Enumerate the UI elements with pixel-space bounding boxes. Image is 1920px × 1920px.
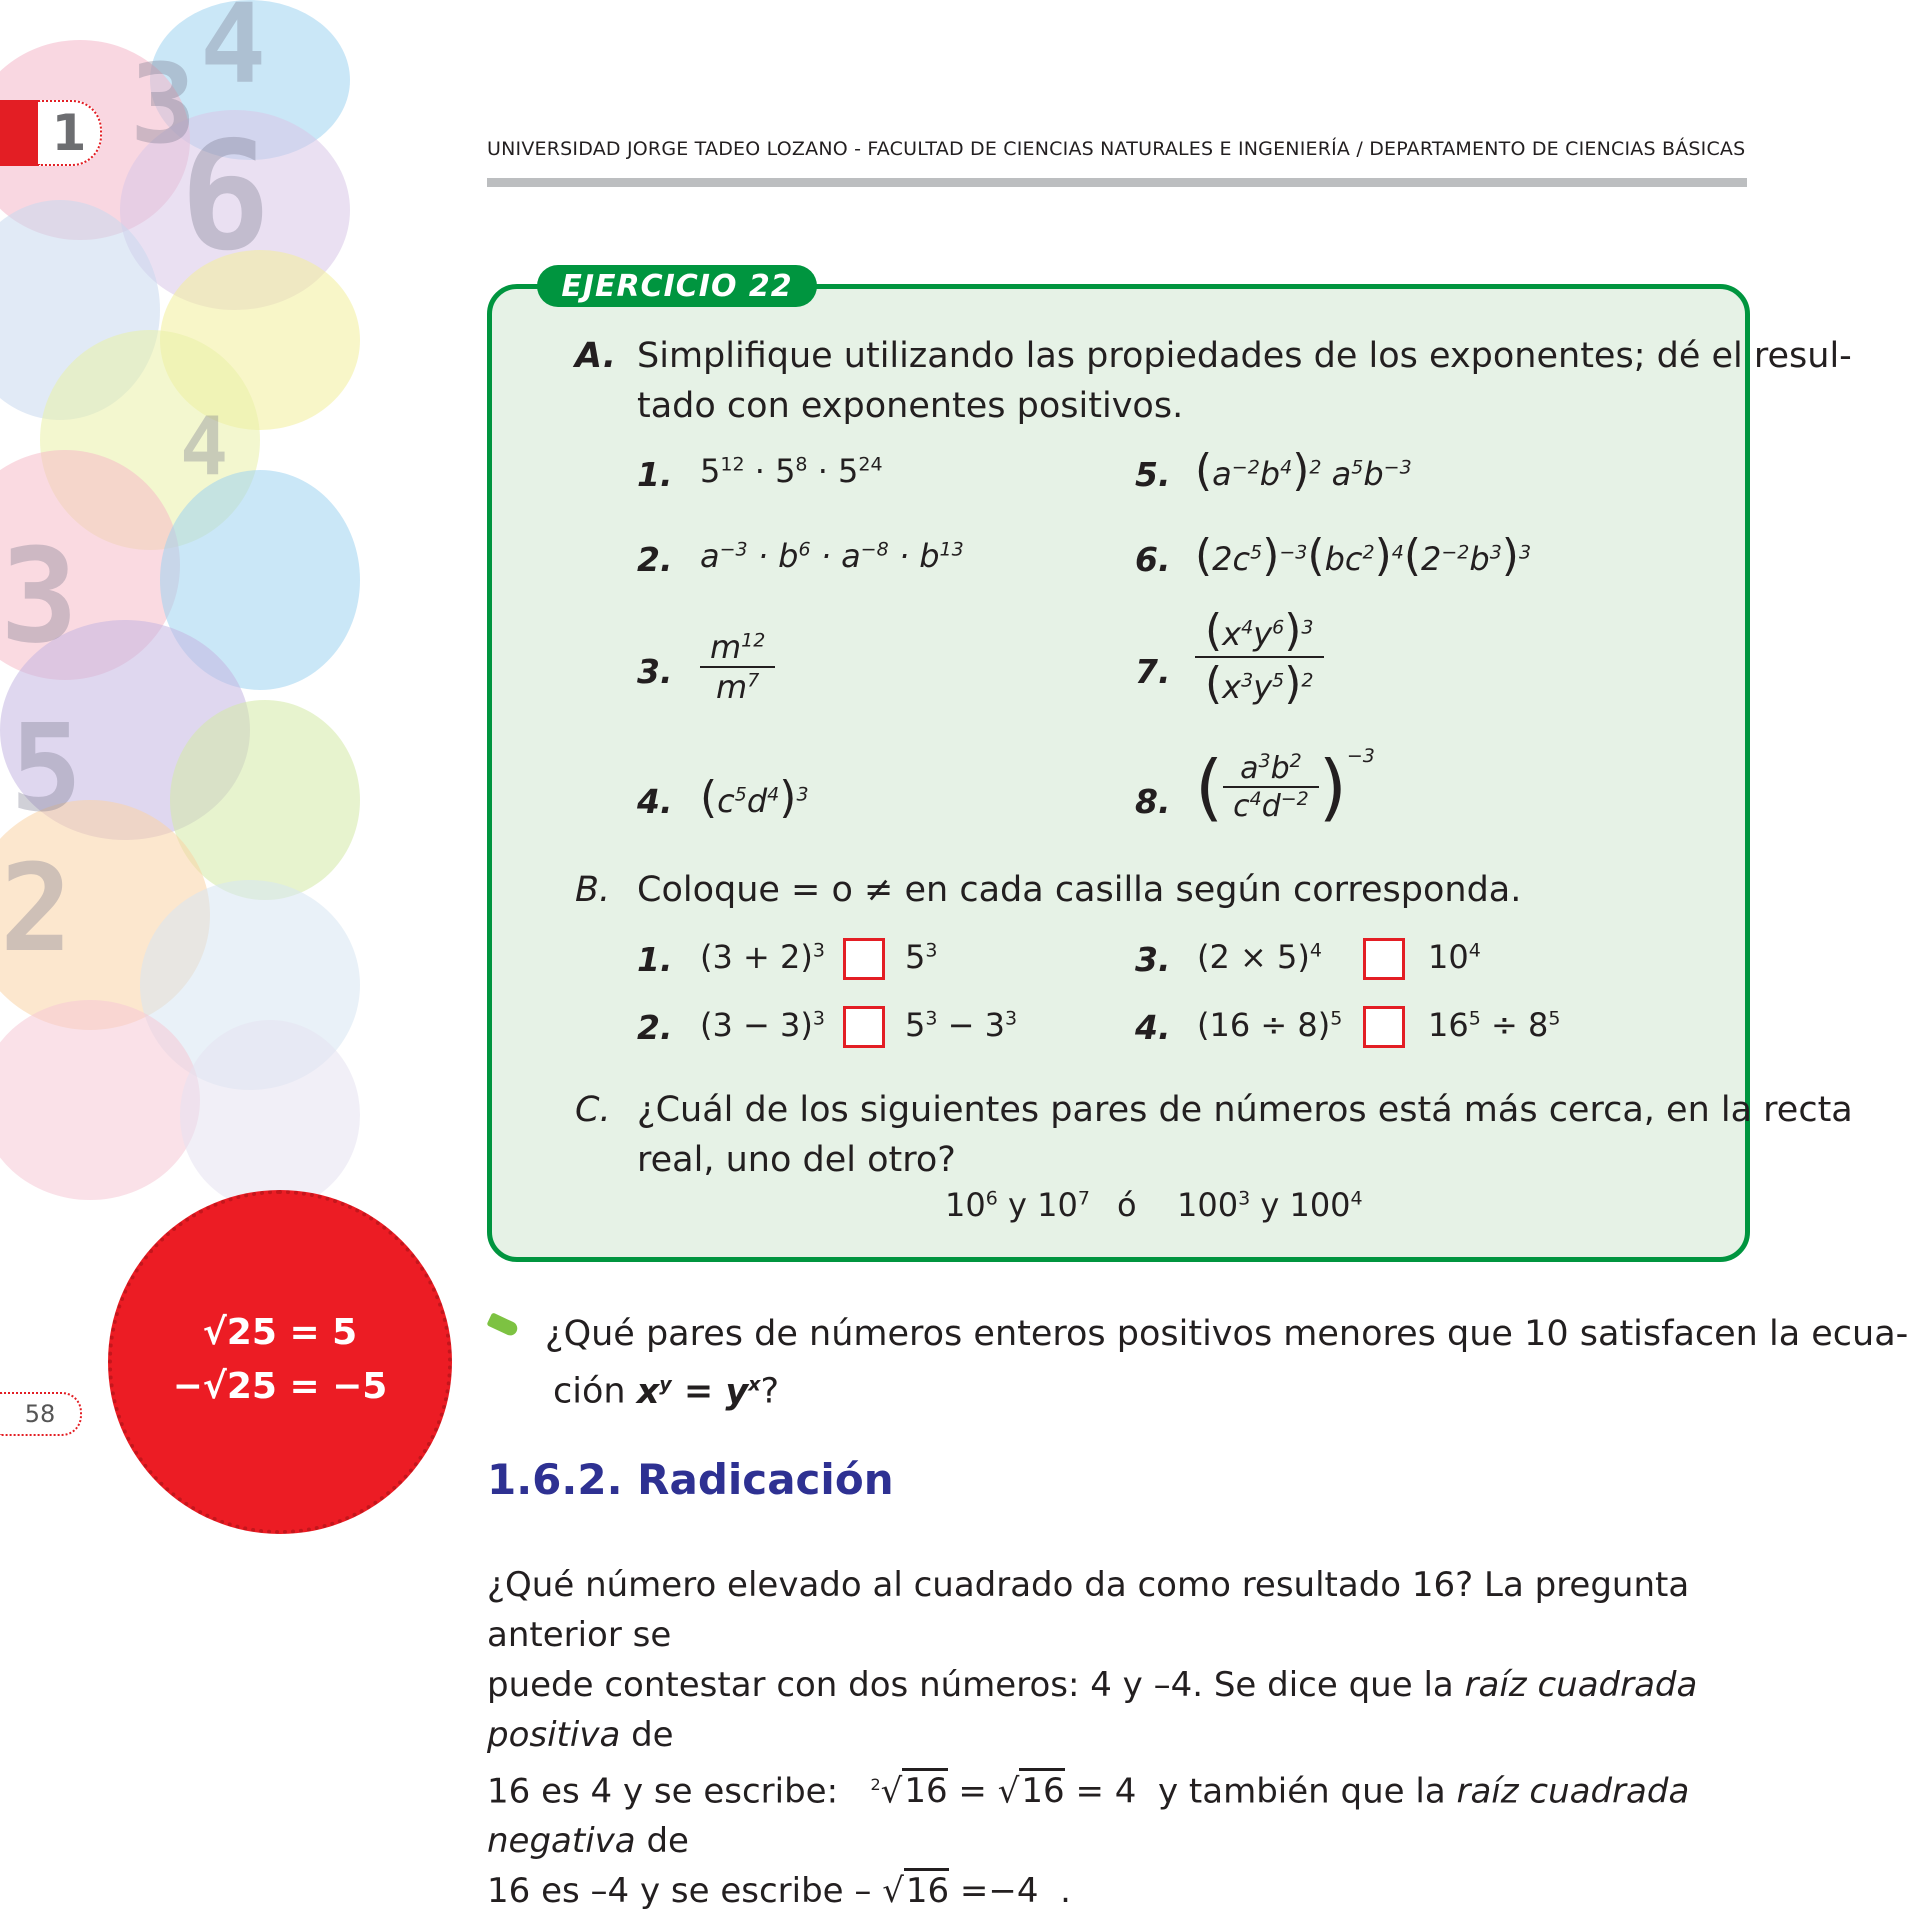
ghost-digit: 4 (200, 0, 267, 108)
part-c-text: ¿Cuál de los siguientes pares de números está más cerca, en la recta (637, 1090, 1853, 1130)
sidenote-circle (108, 1190, 452, 1534)
part-a-letter: A. (575, 336, 617, 376)
chapter-marker (0, 100, 40, 166)
expression-b3-left: $(2 \times 5)^4$ (1197, 938, 1322, 976)
part-c-letter: C. (575, 1090, 611, 1130)
section-title: 1.6.2. Radicación (487, 1455, 894, 1504)
expression-a2: $a^{-3} \cdot b^6 \cdot a^{-8} \cdot b^{13}$ (700, 537, 964, 575)
pair-one: $10^6$ y $10^7$ (945, 1186, 1090, 1224)
item-number: 3. (1135, 940, 1171, 979)
part-b-text: Coloque = o ≠ en cada casilla según corresponda. (637, 870, 1522, 910)
expression-b2-left: $(3 - 3)^3$ (700, 1006, 825, 1044)
paragraph-line: puede contestar con dos números: 4 y –4. Se dice que la raíz cuadrada positiva de (487, 1665, 1698, 1755)
chapter-tab (0, 100, 105, 166)
item-number: 2. (637, 540, 673, 579)
answer-box-b4[interactable] (1363, 1006, 1405, 1048)
ghost-digit: 6 (180, 110, 271, 284)
expression-b1-right: $5^3$ (905, 938, 938, 976)
expression-a6: $(2c^5)^{-3}(bc^2)^4(2^{-2}b^3)^3$ (1195, 530, 1532, 581)
expression-b4-left: $(16 \div 8)^5$ (1197, 1006, 1343, 1044)
item-number: 2. (637, 1008, 673, 1047)
page-header: UNIVERSIDAD JORGE TADEO LOZANO - FACULTAD DE CIENCIAS NATURALES E INGENIERÍA / DEPARTAMENTO DE CIENCIAS BÁSICAS (487, 138, 1746, 160)
expression-a3: $\frac{m^{12}}{m^7}$ (700, 628, 775, 706)
exercise-title: EJERCICIO 22 (537, 265, 817, 307)
pair-two: $100^3$ y $100^4$ (1177, 1186, 1363, 1224)
item-number: 3. (637, 652, 673, 691)
question-text-cont: ción $x^y = y^x$? (553, 1371, 780, 1412)
item-number: 5. (1135, 455, 1171, 494)
item-number: 4. (637, 782, 673, 821)
expression-b3-right: $10^4$ (1428, 938, 1481, 976)
page-number: 58 (0, 1392, 82, 1436)
answer-box-b1[interactable] (843, 938, 885, 980)
answer-box-b2[interactable] (843, 1006, 885, 1048)
item-number: 8. (1135, 782, 1171, 821)
paragraph-line: 16 es 4 y se escribe: $^2$√16 = √16 = 4 y también que la raíz cuadrada negativa de (487, 1760, 1749, 1866)
question-text: ¿Qué pares de números enteros positivos menores que 10 satisfacen la ecua- (545, 1314, 1909, 1354)
paragraph-line: ¿Qué número elevado al cuadrado da como resultado 16? La pregunta anterior se (487, 1565, 1690, 1655)
chapter-number: 1 (38, 100, 102, 166)
sidenote-line-1: √25 = 5 (202, 1312, 358, 1353)
expression-b2-right: $5^3 - 3^3$ (905, 1006, 1018, 1044)
expression-a7: $\frac{(x^4y^6)^3}{(x^3y^5)^2}$ (1195, 605, 1324, 709)
expression-a5: $(a^{-2}b^4)^2$ $a^5b^{-3}$ (1195, 445, 1412, 496)
pencil-icon (486, 1312, 519, 1337)
ghost-digit: 2 (0, 840, 73, 979)
part-b-letter: B. (575, 870, 611, 910)
item-number: 1. (637, 455, 673, 494)
expression-a8: ( $\frac{a^3b^2}{c^4d^{-2}}$ )$^{-3}$ (1195, 745, 1375, 829)
expression-a4: $(c^5d^4)^3$ (700, 772, 809, 823)
item-number: 6. (1135, 540, 1171, 579)
part-a-text: Simplifique utilizando las propiedades de los exponentes; dé el resul- (637, 336, 1852, 376)
item-number: 4. (1135, 1008, 1171, 1047)
sidenote-line-2: −√25 = −5 (172, 1366, 388, 1407)
expression-b4-right: $16^5 \div 8^5$ (1428, 1006, 1561, 1044)
ghost-digit: 3 (130, 40, 197, 168)
expression-a1: $5^{12} \cdot 5^8 \cdot 5^{24}$ (700, 452, 883, 490)
expression-b1-left: $(3 + 2)^3$ (700, 938, 825, 976)
answer-box-b3[interactable] (1363, 938, 1405, 980)
item-number: 7. (1135, 652, 1171, 691)
paragraph-line: 16 es –4 y se escribe – √16 =−4 . (487, 1866, 1749, 1916)
part-c-text-cont: real, uno del otro? (637, 1140, 956, 1180)
part-a-text-cont: tado con exponentes positivos. (637, 386, 1184, 426)
header-divider (487, 178, 1747, 187)
ghost-digit: 3 (0, 520, 79, 672)
or-word: ó (1117, 1186, 1137, 1224)
item-number: 1. (637, 940, 673, 979)
ghost-digit: 5 (10, 700, 83, 839)
radicacion-paragraph (487, 1560, 1749, 1916)
ghost-digit: 4 (180, 400, 229, 493)
decorative-sidebar (0, 0, 360, 1240)
